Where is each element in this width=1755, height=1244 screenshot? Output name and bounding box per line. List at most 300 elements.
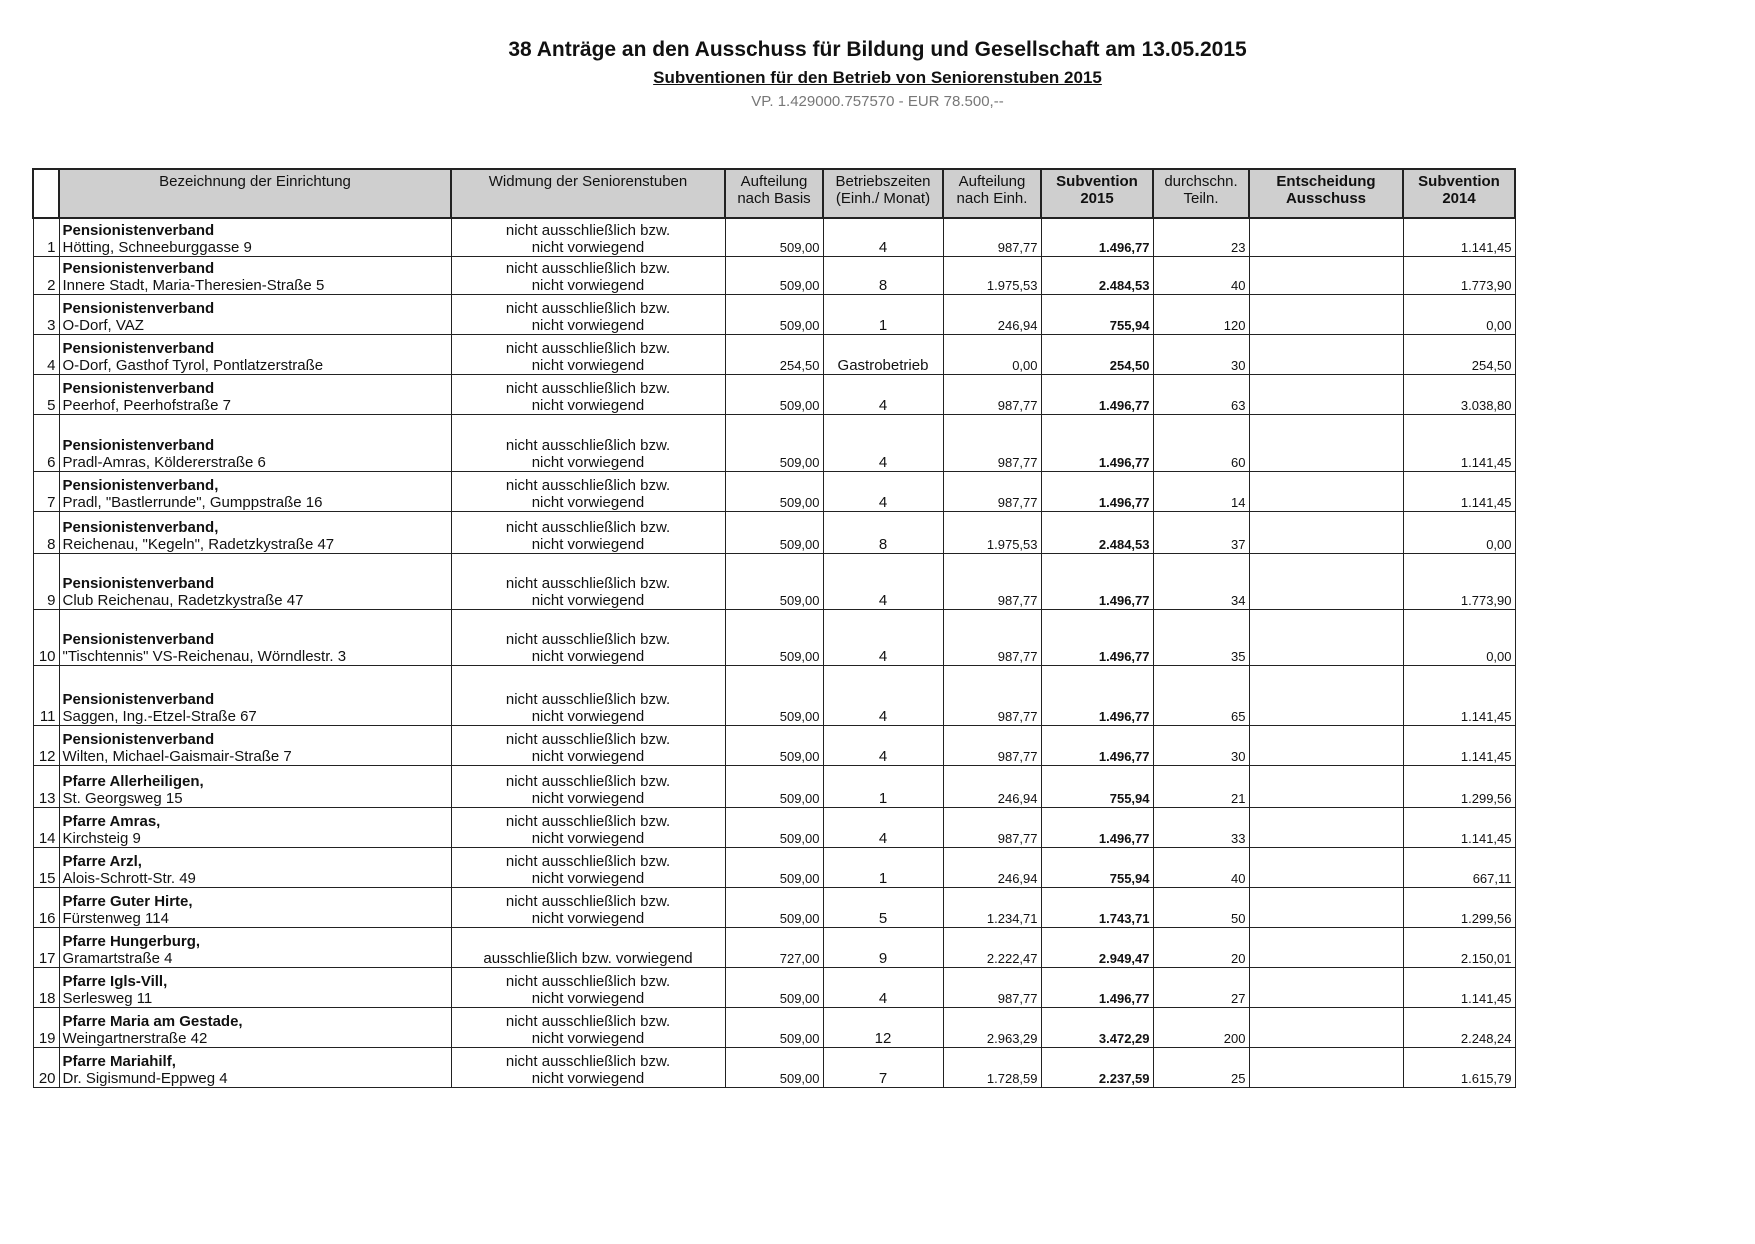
row-number: 15 bbox=[33, 847, 59, 887]
facility-org: Pensionistenverband bbox=[62, 379, 215, 397]
facility-address: Reichenau, "Kegeln", Radetzkystraße 47 bbox=[62, 535, 335, 553]
avg-participants: 27 bbox=[1153, 967, 1249, 1007]
facility-name bbox=[59, 414, 451, 471]
dedication bbox=[451, 256, 725, 294]
facility-address: Serlesweg 11 bbox=[62, 989, 153, 1007]
operating-units: 1 bbox=[823, 765, 943, 807]
avg-participants: 65 bbox=[1153, 665, 1249, 725]
basis-share: 509,00 bbox=[725, 807, 823, 847]
table-row bbox=[33, 511, 1515, 553]
facility-name bbox=[59, 725, 451, 765]
facility-name bbox=[59, 609, 451, 665]
avg-participants: 37 bbox=[1153, 511, 1249, 553]
dedication-line-2: ausschließlich bzw. vorwiegend bbox=[483, 949, 693, 967]
dedication-line-1: nicht ausschließlich bzw. bbox=[505, 574, 671, 592]
table-row bbox=[33, 927, 1515, 967]
row-number: 18 bbox=[33, 967, 59, 1007]
dedication-line-1: nicht ausschließlich bzw. bbox=[505, 852, 671, 870]
avg-participants: 30 bbox=[1153, 725, 1249, 765]
unit-share: 246,94 bbox=[943, 294, 1041, 334]
operating-units: 4 bbox=[823, 609, 943, 665]
basis-share: 509,00 bbox=[725, 256, 823, 294]
facility-org: Pensionistenverband bbox=[62, 299, 215, 317]
committee-decision bbox=[1249, 665, 1403, 725]
avg-participants: 63 bbox=[1153, 374, 1249, 414]
basis-share: 727,00 bbox=[725, 927, 823, 967]
subsidy-2014: 0,00 bbox=[1403, 609, 1515, 665]
facility-address: Kirchsteig 9 bbox=[62, 829, 141, 847]
facility-org: Pensionistenverband bbox=[62, 574, 215, 592]
operating-units: 7 bbox=[823, 1047, 943, 1087]
operating-units: Gastrobetrieb bbox=[823, 334, 943, 374]
unit-share: 2.222,47 bbox=[943, 927, 1041, 967]
avg-participants: 35 bbox=[1153, 609, 1249, 665]
subsidy-2015: 1.496,77 bbox=[1041, 609, 1153, 665]
table-row bbox=[33, 887, 1515, 927]
facility-name bbox=[59, 553, 451, 609]
facility-name bbox=[59, 665, 451, 725]
col-name: Bezeichnung der Einrichtung bbox=[59, 169, 451, 218]
committee-decision bbox=[1249, 887, 1403, 927]
unit-share: 1.975,53 bbox=[943, 256, 1041, 294]
facility-org: Pfarre Mariahilf, bbox=[62, 1052, 176, 1070]
table-row bbox=[33, 1007, 1515, 1047]
subsidy-2015: 1.496,77 bbox=[1041, 471, 1153, 511]
operating-units: 4 bbox=[823, 725, 943, 765]
facility-name bbox=[59, 765, 451, 807]
col-basis: Aufteilung nach Basis bbox=[725, 169, 823, 218]
facility-address: Pradl, "Bastlerrunde", Gumppstraße 16 bbox=[62, 493, 323, 511]
avg-participants: 33 bbox=[1153, 807, 1249, 847]
basis-share: 509,00 bbox=[725, 414, 823, 471]
unit-share: 987,77 bbox=[943, 665, 1041, 725]
subsidy-2015: 755,94 bbox=[1041, 765, 1153, 807]
facility-address: Saggen, Ing.-Etzel-Straße 67 bbox=[62, 707, 257, 725]
basis-share: 509,00 bbox=[725, 765, 823, 807]
subsidy-2014: 1.615,79 bbox=[1403, 1047, 1515, 1087]
dedication-line-1: nicht ausschließlich bzw. bbox=[505, 892, 671, 910]
facility-name bbox=[59, 471, 451, 511]
table-row bbox=[33, 725, 1515, 765]
dedication-line-1: nicht ausschließlich bzw. bbox=[505, 812, 671, 830]
table-row bbox=[33, 967, 1515, 1007]
facility-name bbox=[59, 1047, 451, 1087]
table-header-row bbox=[33, 169, 1515, 218]
table-row bbox=[33, 374, 1515, 414]
avg-participants: 50 bbox=[1153, 887, 1249, 927]
basis-share: 509,00 bbox=[725, 1047, 823, 1087]
row-number: 4 bbox=[33, 334, 59, 374]
page-title: 38 Anträge an den Ausschuss für Bildung und Gesellschaft am 13.05.2015 bbox=[508, 38, 1247, 61]
basis-share: 509,00 bbox=[725, 887, 823, 927]
subsidy-2014: 1.141,45 bbox=[1403, 967, 1515, 1007]
committee-decision bbox=[1249, 967, 1403, 1007]
facility-org: Pensionistenverband, bbox=[62, 476, 219, 494]
table-row bbox=[33, 294, 1515, 334]
operating-units: 8 bbox=[823, 511, 943, 553]
col-entsch: Entscheidung Ausschuss bbox=[1249, 169, 1403, 218]
dedication-line-2: nicht vorwiegend bbox=[531, 707, 645, 725]
avg-participants: 40 bbox=[1153, 847, 1249, 887]
committee-decision bbox=[1249, 256, 1403, 294]
budget-line: VP. 1.429000.757570 - EUR 78.500,-- bbox=[751, 93, 1004, 110]
dedication-line-2: nicht vorwiegend bbox=[531, 989, 645, 1007]
subsidy-2014: 1.773,90 bbox=[1403, 553, 1515, 609]
subsidy-2015: 2.949,47 bbox=[1041, 927, 1153, 967]
committee-decision bbox=[1249, 218, 1403, 256]
dedication bbox=[451, 765, 725, 807]
dedication bbox=[451, 807, 725, 847]
facility-org: Pensionistenverband, bbox=[62, 518, 219, 536]
subsidy-2014: 1.141,45 bbox=[1403, 725, 1515, 765]
basis-share: 509,00 bbox=[725, 471, 823, 511]
subsidy-2015: 755,94 bbox=[1041, 847, 1153, 887]
facility-org: Pensionistenverband bbox=[62, 690, 215, 708]
subsidy-2015: 254,50 bbox=[1041, 334, 1153, 374]
row-number: 12 bbox=[33, 725, 59, 765]
facility-name bbox=[59, 1007, 451, 1047]
facility-org: Pfarre Amras, bbox=[62, 812, 161, 830]
dedication-line-2: nicht vorwiegend bbox=[531, 747, 645, 765]
basis-share: 509,00 bbox=[725, 374, 823, 414]
facility-name bbox=[59, 334, 451, 374]
dedication-line-1: nicht ausschließlich bzw. bbox=[505, 630, 671, 648]
unit-share: 987,77 bbox=[943, 967, 1041, 1007]
table-row bbox=[33, 847, 1515, 887]
facility-name bbox=[59, 887, 451, 927]
unit-share: 1.234,71 bbox=[943, 887, 1041, 927]
avg-participants: 14 bbox=[1153, 471, 1249, 511]
dedication bbox=[451, 511, 725, 553]
table-row bbox=[33, 807, 1515, 847]
dedication bbox=[451, 967, 725, 1007]
subsidy-2014: 254,50 bbox=[1403, 334, 1515, 374]
facility-org: Pfarre Maria am Gestade, bbox=[62, 1012, 243, 1030]
col-einh: Aufteilung nach Einh. bbox=[943, 169, 1041, 218]
operating-units: 4 bbox=[823, 471, 943, 511]
committee-decision bbox=[1249, 927, 1403, 967]
row-number: 3 bbox=[33, 294, 59, 334]
unit-share: 987,77 bbox=[943, 374, 1041, 414]
dedication bbox=[451, 665, 725, 725]
row-number: 19 bbox=[33, 1007, 59, 1047]
dedication-line-1: nicht ausschließlich bzw. bbox=[505, 1012, 671, 1030]
row-number: 20 bbox=[33, 1047, 59, 1087]
facility-address: Wilten, Michael-Gaismair-Straße 7 bbox=[62, 747, 292, 765]
dedication bbox=[451, 218, 725, 256]
facility-address: Dr. Sigismund-Eppweg 4 bbox=[62, 1069, 228, 1087]
dedication-line-2: nicht vorwiegend bbox=[531, 869, 645, 887]
table-row bbox=[33, 765, 1515, 807]
col-betrieb: Betriebszeiten (Einh./ Monat) bbox=[823, 169, 943, 218]
committee-decision bbox=[1249, 511, 1403, 553]
dedication-line-2: nicht vorwiegend bbox=[531, 829, 645, 847]
dedication bbox=[451, 334, 725, 374]
avg-participants: 200 bbox=[1153, 1007, 1249, 1047]
subsidy-2014: 1.141,45 bbox=[1403, 807, 1515, 847]
operating-units: 4 bbox=[823, 414, 943, 471]
dedication-line-1: nicht ausschließlich bzw. bbox=[505, 221, 671, 239]
dedication-line-2: nicht vorwiegend bbox=[531, 591, 645, 609]
subsidy-2015: 2.484,53 bbox=[1041, 511, 1153, 553]
facility-org: Pfarre Hungerburg, bbox=[62, 932, 201, 950]
unit-share: 987,77 bbox=[943, 414, 1041, 471]
facility-address: O-Dorf, VAZ bbox=[62, 316, 144, 334]
dedication-line-2: nicht vorwiegend bbox=[531, 909, 645, 927]
subsidy-2015: 1.496,77 bbox=[1041, 725, 1153, 765]
committee-decision bbox=[1249, 807, 1403, 847]
committee-decision bbox=[1249, 1007, 1403, 1047]
subsidy-2014: 1.773,90 bbox=[1403, 256, 1515, 294]
facility-address: St. Georgsweg 15 bbox=[62, 789, 183, 807]
dedication-line-2: nicht vorwiegend bbox=[531, 316, 645, 334]
facility-address: Club Reichenau, Radetzkystraße 47 bbox=[62, 591, 304, 609]
facility-address: Innere Stadt, Maria-Theresien-Straße 5 bbox=[62, 276, 325, 294]
dedication-line-2: nicht vorwiegend bbox=[531, 453, 645, 471]
row-number: 13 bbox=[33, 765, 59, 807]
unit-share: 246,94 bbox=[943, 847, 1041, 887]
subsidy-2014: 2.248,24 bbox=[1403, 1007, 1515, 1047]
subsidy-2014: 1.299,56 bbox=[1403, 887, 1515, 927]
avg-participants: 30 bbox=[1153, 334, 1249, 374]
dedication bbox=[451, 887, 725, 927]
basis-share: 509,00 bbox=[725, 553, 823, 609]
facility-org: Pfarre Igls-Vill, bbox=[62, 972, 168, 990]
facility-org: Pensionistenverband bbox=[62, 339, 215, 357]
committee-decision bbox=[1249, 414, 1403, 471]
operating-units: 4 bbox=[823, 553, 943, 609]
committee-decision bbox=[1249, 334, 1403, 374]
table-row bbox=[33, 665, 1515, 725]
facility-address: Pradl-Amras, Köldererstraße 6 bbox=[62, 453, 266, 471]
facility-address: O-Dorf, Gasthof Tyrol, Pontlatzerstraße bbox=[62, 356, 324, 374]
subsidy-2014: 1.141,45 bbox=[1403, 471, 1515, 511]
facility-org: Pfarre Guter Hirte, bbox=[62, 892, 193, 910]
subsidy-2015: 3.472,29 bbox=[1041, 1007, 1153, 1047]
operating-units: 4 bbox=[823, 807, 943, 847]
basis-share: 509,00 bbox=[725, 725, 823, 765]
subsidy-2014: 1.141,45 bbox=[1403, 665, 1515, 725]
row-number: 6 bbox=[33, 414, 59, 471]
subsidy-2014: 0,00 bbox=[1403, 294, 1515, 334]
basis-share: 509,00 bbox=[725, 511, 823, 553]
subsidy-table bbox=[32, 168, 1516, 1088]
dedication-line-2: nicht vorwiegend bbox=[531, 396, 645, 414]
committee-decision bbox=[1249, 847, 1403, 887]
row-number: 10 bbox=[33, 609, 59, 665]
facility-org: Pensionistenverband bbox=[62, 630, 215, 648]
facility-org: Pfarre Allerheiligen, bbox=[62, 772, 204, 790]
table-row bbox=[33, 553, 1515, 609]
facility-org: Pensionistenverband bbox=[62, 730, 215, 748]
dedication-line-1: nicht ausschließlich bzw. bbox=[505, 436, 671, 454]
dedication bbox=[451, 1047, 725, 1087]
row-number: 16 bbox=[33, 887, 59, 927]
unit-share: 987,77 bbox=[943, 471, 1041, 511]
unit-share: 246,94 bbox=[943, 765, 1041, 807]
subsidy-2014: 2.150,01 bbox=[1403, 927, 1515, 967]
operating-units: 1 bbox=[823, 294, 943, 334]
facility-org: Pensionistenverband bbox=[62, 436, 215, 454]
row-number: 7 bbox=[33, 471, 59, 511]
dedication bbox=[451, 553, 725, 609]
facility-org: Pfarre Arzl, bbox=[62, 852, 142, 870]
unit-share: 987,77 bbox=[943, 807, 1041, 847]
unit-share: 1.728,59 bbox=[943, 1047, 1041, 1087]
committee-decision bbox=[1249, 553, 1403, 609]
subsidy-2015: 1.496,77 bbox=[1041, 374, 1153, 414]
facility-address: Fürstenweg 114 bbox=[62, 909, 169, 927]
facility-address: Peerhof, Peerhofstraße 7 bbox=[62, 396, 231, 414]
operating-units: 8 bbox=[823, 256, 943, 294]
operating-units: 1 bbox=[823, 847, 943, 887]
subsidy-2015: 1.496,77 bbox=[1041, 807, 1153, 847]
subsidy-2014: 667,11 bbox=[1403, 847, 1515, 887]
dedication bbox=[451, 1007, 725, 1047]
unit-share: 1.975,53 bbox=[943, 511, 1041, 553]
basis-share: 509,00 bbox=[725, 218, 823, 256]
dedication bbox=[451, 847, 725, 887]
table-row bbox=[33, 414, 1515, 471]
row-number: 11 bbox=[33, 665, 59, 725]
subsidy-2015: 1.496,77 bbox=[1041, 665, 1153, 725]
committee-decision bbox=[1249, 725, 1403, 765]
dedication-line-2: nicht vorwiegend bbox=[531, 238, 645, 256]
dedication-line-1: nicht ausschließlich bzw. bbox=[505, 259, 671, 277]
operating-units: 4 bbox=[823, 967, 943, 1007]
dedication-line-2: nicht vorwiegend bbox=[531, 356, 645, 374]
subsidy-2015: 755,94 bbox=[1041, 294, 1153, 334]
operating-units: 12 bbox=[823, 1007, 943, 1047]
dedication-line-2: nicht vorwiegend bbox=[531, 789, 645, 807]
facility-address: "Tischtennis" VS-Reichenau, Wörndlestr. 3 bbox=[62, 647, 347, 665]
unit-share: 987,77 bbox=[943, 553, 1041, 609]
dedication-line-2: nicht vorwiegend bbox=[531, 493, 645, 511]
avg-participants: 25 bbox=[1153, 1047, 1249, 1087]
dedication-line-1: nicht ausschließlich bzw. bbox=[505, 339, 671, 357]
row-number: 8 bbox=[33, 511, 59, 553]
dedication-line-1: nicht ausschließlich bzw. bbox=[505, 730, 671, 748]
table-row bbox=[33, 1047, 1515, 1087]
operating-units: 4 bbox=[823, 218, 943, 256]
dedication-line-1: nicht ausschließlich bzw. bbox=[505, 972, 671, 990]
subsidy-2015: 1.743,71 bbox=[1041, 887, 1153, 927]
dedication-line-1: nicht ausschließlich bzw. bbox=[505, 1052, 671, 1070]
subsidy-2015: 2.237,59 bbox=[1041, 1047, 1153, 1087]
table-row bbox=[33, 218, 1515, 256]
dedication bbox=[451, 294, 725, 334]
subsidy-2014: 1.141,45 bbox=[1403, 218, 1515, 256]
dedication bbox=[451, 374, 725, 414]
basis-share: 509,00 bbox=[725, 1007, 823, 1047]
dedication-line-2: nicht vorwiegend bbox=[531, 1069, 645, 1087]
facility-name bbox=[59, 927, 451, 967]
facility-org: Pensionistenverband bbox=[62, 259, 215, 277]
facility-name bbox=[59, 374, 451, 414]
dedication-line-1: nicht ausschließlich bzw. bbox=[505, 772, 671, 790]
operating-units: 4 bbox=[823, 374, 943, 414]
dedication bbox=[451, 609, 725, 665]
subsidy-2015: 1.496,77 bbox=[1041, 553, 1153, 609]
dedication-line-2: nicht vorwiegend bbox=[531, 276, 645, 294]
facility-address: Gramartstraße 4 bbox=[62, 949, 173, 967]
facility-name bbox=[59, 807, 451, 847]
committee-decision bbox=[1249, 1047, 1403, 1087]
dedication bbox=[451, 725, 725, 765]
basis-share: 509,00 bbox=[725, 294, 823, 334]
subsidy-2014: 3.038,80 bbox=[1403, 374, 1515, 414]
committee-decision bbox=[1249, 765, 1403, 807]
unit-share: 2.963,29 bbox=[943, 1007, 1041, 1047]
operating-units: 9 bbox=[823, 927, 943, 967]
row-number: 9 bbox=[33, 553, 59, 609]
committee-decision bbox=[1249, 294, 1403, 334]
avg-participants: 40 bbox=[1153, 256, 1249, 294]
subsidy-2014: 1.141,45 bbox=[1403, 414, 1515, 471]
subsidy-2014: 1.299,56 bbox=[1403, 765, 1515, 807]
avg-participants: 60 bbox=[1153, 414, 1249, 471]
avg-participants: 23 bbox=[1153, 218, 1249, 256]
subsidy-2015: 1.496,77 bbox=[1041, 218, 1153, 256]
subsidy-2014: 0,00 bbox=[1403, 511, 1515, 553]
table-row bbox=[33, 334, 1515, 374]
unit-share: 0,00 bbox=[943, 334, 1041, 374]
operating-units: 4 bbox=[823, 665, 943, 725]
facility-name bbox=[59, 294, 451, 334]
col-widmung: Widmung der Seniorenstuben bbox=[451, 169, 725, 218]
facility-name bbox=[59, 218, 451, 256]
dedication-line-2: nicht vorwiegend bbox=[531, 1029, 645, 1047]
avg-participants: 34 bbox=[1153, 553, 1249, 609]
basis-share: 509,00 bbox=[725, 609, 823, 665]
unit-share: 987,77 bbox=[943, 218, 1041, 256]
facility-name bbox=[59, 511, 451, 553]
basis-share: 509,00 bbox=[725, 967, 823, 1007]
operating-units: 5 bbox=[823, 887, 943, 927]
dedication-line-1: nicht ausschließlich bzw. bbox=[505, 476, 671, 494]
dedication-line-1: nicht ausschließlich bzw. bbox=[505, 690, 671, 708]
avg-participants: 120 bbox=[1153, 294, 1249, 334]
facility-address: Alois-Schrott-Str. 49 bbox=[62, 869, 196, 887]
table-row bbox=[33, 609, 1515, 665]
facility-address: Weingartnerstraße 42 bbox=[62, 1029, 208, 1047]
table-row bbox=[33, 471, 1515, 511]
dedication-line-1: nicht ausschließlich bzw. bbox=[505, 518, 671, 536]
avg-participants: 20 bbox=[1153, 927, 1249, 967]
dedication bbox=[451, 927, 725, 967]
col-nr bbox=[33, 169, 59, 218]
committee-decision bbox=[1249, 471, 1403, 511]
committee-decision bbox=[1249, 609, 1403, 665]
dedication-line-2: nicht vorwiegend bbox=[531, 535, 645, 553]
row-number: 5 bbox=[33, 374, 59, 414]
col-teiln: durchschn. Teiln. bbox=[1153, 169, 1249, 218]
facility-name bbox=[59, 847, 451, 887]
subsidy-2015: 1.496,77 bbox=[1041, 967, 1153, 1007]
row-number: 2 bbox=[33, 256, 59, 294]
col-sub2015: Subvention 2015 bbox=[1041, 169, 1153, 218]
page-subtitle: Subventionen für den Betrieb von Seniorenstuben 2015 bbox=[653, 68, 1102, 87]
unit-share: 987,77 bbox=[943, 725, 1041, 765]
row-number: 1 bbox=[33, 218, 59, 256]
row-number: 14 bbox=[33, 807, 59, 847]
committee-decision bbox=[1249, 374, 1403, 414]
table-row bbox=[33, 256, 1515, 294]
dedication-line-1: nicht ausschließlich bzw. bbox=[505, 299, 671, 317]
basis-share: 254,50 bbox=[725, 334, 823, 374]
basis-share: 509,00 bbox=[725, 847, 823, 887]
dedication bbox=[451, 471, 725, 511]
